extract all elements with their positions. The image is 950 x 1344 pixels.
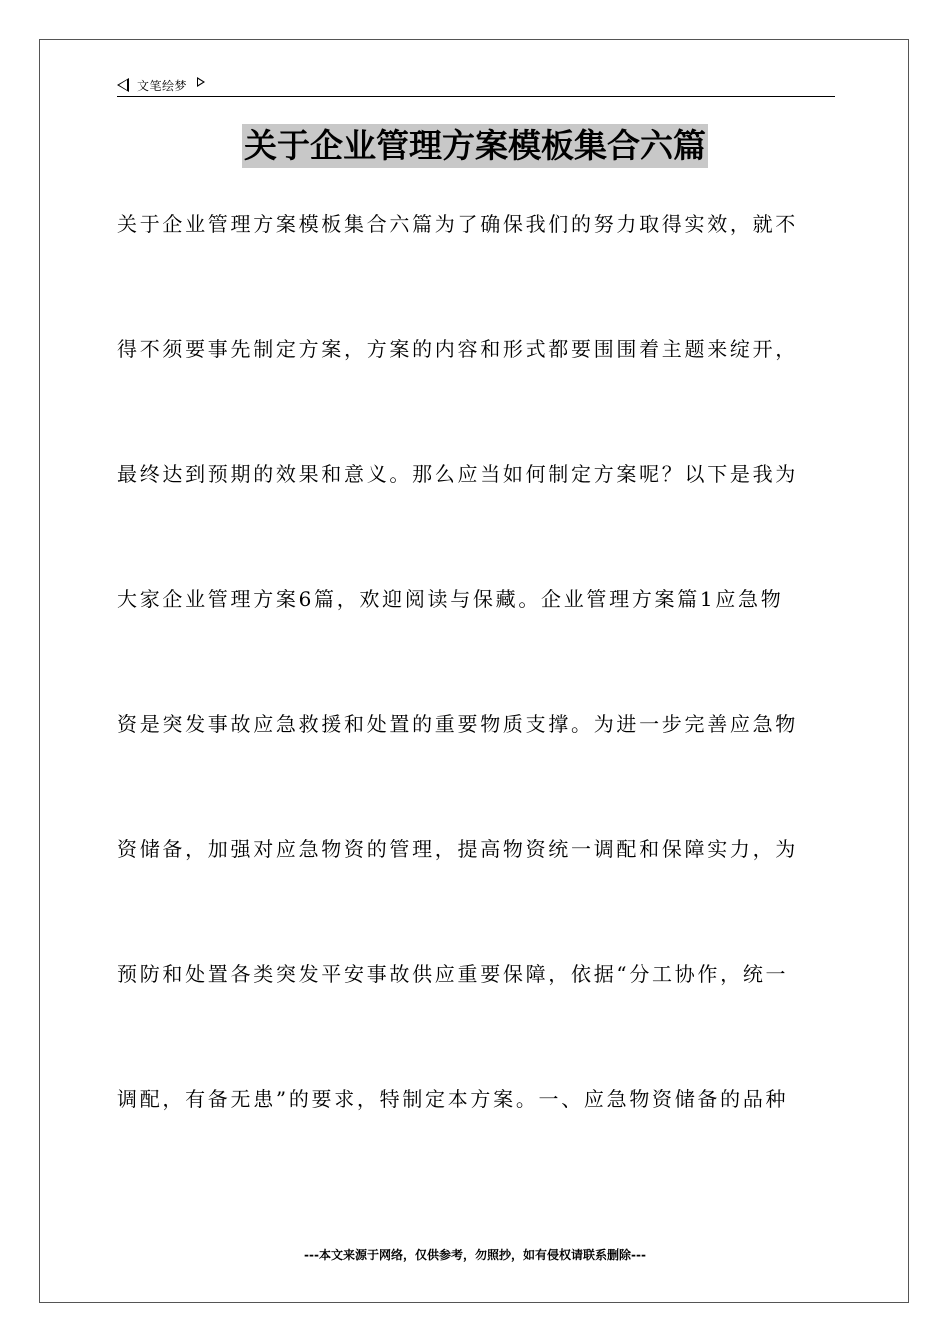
- brand-label: 文笔绘梦: [137, 78, 188, 93]
- body-line: 大家企业管理方案6篇，欢迎阅读与保藏。企业管理方案篇1应急物: [117, 587, 784, 611]
- document-title: 关于企业管理方案模板集合六篇: [242, 124, 708, 168]
- body-line: 预防和处置各类突发平安事故供应重要保障，依据“分工协作，统一: [117, 962, 789, 986]
- body-line: 得不须要事先制定方案，方案的内容和形式都要围围着主题来绽开，: [117, 337, 798, 361]
- body-line: 资储备，加强对应急物资的管理，提高物资统一调配和保障实力，为: [117, 837, 798, 861]
- page-header: [117, 74, 835, 97]
- title-container: [0, 124, 950, 168]
- triangle-left-icon: [117, 78, 129, 92]
- body-line: 资是突发事故应急救援和处置的重要物质支撑。为进一步完善应急物: [117, 712, 798, 736]
- triangle-right-icon: [197, 77, 205, 87]
- body-line: 最终达到预期的效果和意义。那么应当如何制定方案呢？以下是我为: [117, 462, 798, 486]
- body-line: 关于企业管理方案模板集合六篇为了确保我们的努力取得实效，就不: [117, 212, 798, 236]
- body-line: 调配，有备无患”的要求，特制定本方案。一、应急物资储备的品种: [117, 1087, 789, 1111]
- document-body: [117, 205, 837, 1205]
- page-footer: ---本文来源于网络，仅供参考，勿照抄，如有侵权请联系删除---: [304, 1248, 646, 1262]
